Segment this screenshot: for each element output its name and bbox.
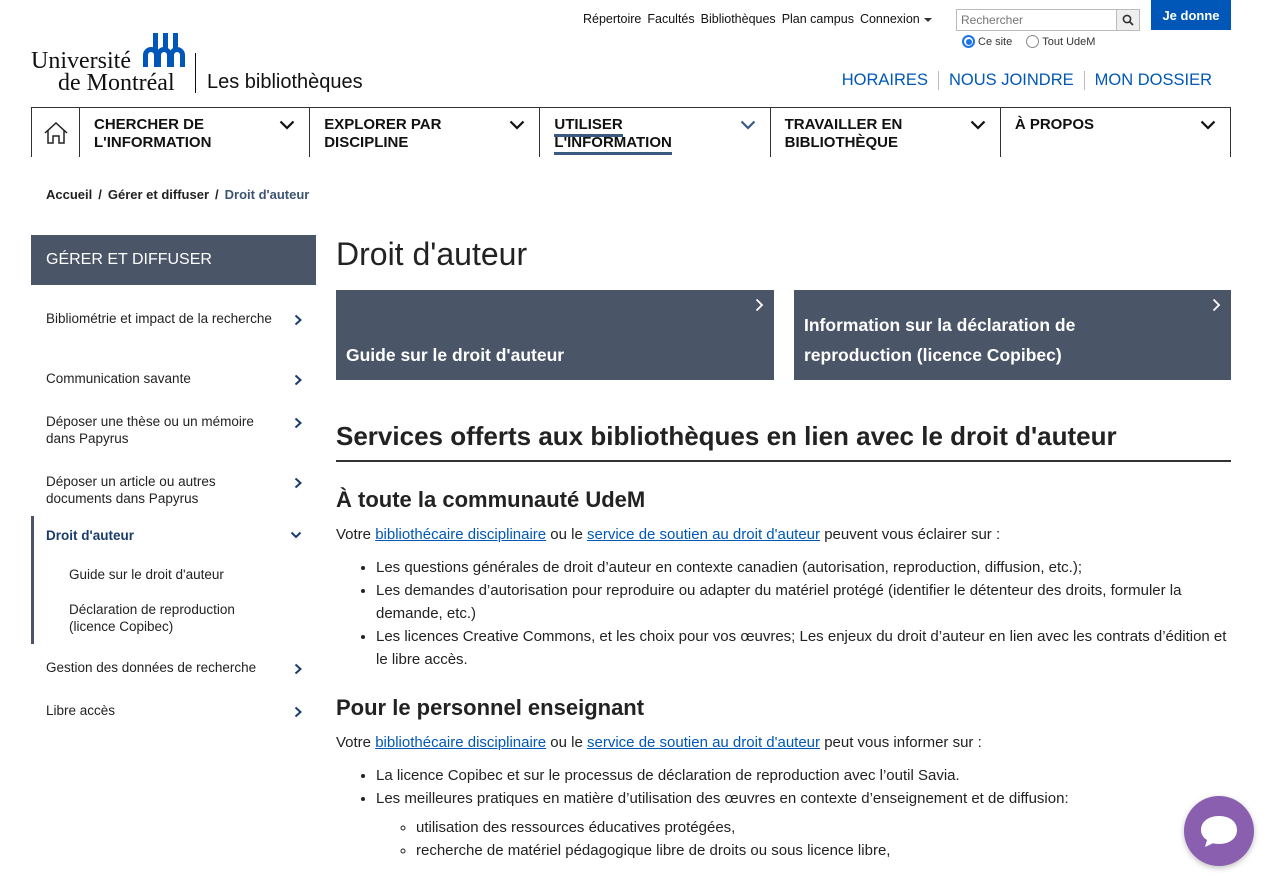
card-guide-title: Guide sur le droit d'auteur — [346, 345, 565, 365]
list-item: • Les licences Creative Commons, et les choix pour vos œuvres; Les enjeux du droit d’auteur en lien avec les contrats d’édition et le libre accès. — [376, 625, 1231, 671]
card-row — [336, 290, 1231, 380]
sidebar — [31, 285, 316, 732]
donate-button[interactable]: Je donne — [1151, 0, 1231, 30]
list-item: • La licence Copibec et sur le processus de déclaration de reproduction avec l’outil Savia. — [376, 764, 1231, 787]
breadcrumb-sep: / — [98, 187, 102, 202]
logo-univ: Université — [31, 48, 131, 74]
sidebar-title: GÉRER ET DIFFUSER — [31, 235, 316, 285]
link-bibliothecaire[interactable]: bibliothécaire disciplinaire — [375, 734, 547, 751]
chevron-right-icon — [755, 298, 764, 312]
sidebar-item-label: Bibliométrie et impact de la recherche — [46, 311, 272, 326]
link-mon-dossier[interactable]: MON DOSSIER — [1084, 71, 1222, 90]
utility-links — [583, 12, 932, 26]
quick-links — [832, 71, 1222, 90]
nav-travailler[interactable] — [771, 108, 1001, 157]
nav-chercher[interactable] — [80, 108, 310, 157]
list-item: • Les questions générales de droit d’auteur en contexte canadien (autorisation, reproduction, diffusion, etc.); — [376, 556, 1231, 579]
sidebar-item-label: Libre accès — [46, 703, 116, 718]
search-button[interactable] — [1116, 9, 1140, 31]
paragraph-enseignant: Votre bibliothécaire disciplinaire ou le service de soutien au droit d'auteur peut vous informer sur : — [336, 734, 982, 751]
section-heading: Services offerts aux bibliothèques en lien avec le droit d'auteur — [336, 420, 1231, 462]
chevron-down-icon — [970, 120, 986, 130]
home-icon — [43, 121, 69, 145]
chevron-right-icon — [294, 417, 302, 429]
search-input[interactable] — [956, 9, 1116, 31]
nav-a-propos-label: À PROPOS — [1014, 116, 1094, 133]
content-body — [336, 485, 1231, 876]
search-scope — [962, 35, 1095, 48]
nav-utiliser-label: UTILISER L'INFORMATION — [554, 116, 671, 155]
main-nav — [31, 107, 1231, 157]
sidebar-item-label: Gestion des données de recherche — [46, 660, 257, 675]
login-menu[interactable] — [860, 12, 932, 26]
breadcrumb-sep: / — [215, 187, 219, 202]
radio-tout-udem-label: Tout UdeM — [1042, 35, 1096, 48]
list-communaute — [376, 556, 1231, 671]
paragraph-communaute: Votre bibliothécaire disciplinaire ou le service de soutien au droit d'auteur peuvent vous éclairer sur : — [336, 526, 1001, 543]
list-item: • Les demandes d’autorisation pour reproduire ou adapter du matériel protégé (identifier le détenteur des droits, formuler la demande, etc.) — [376, 579, 1231, 625]
nav-utiliser[interactable] — [540, 108, 770, 157]
list-item: • Les meilleures pratiques en matière d’utilisation des œuvres en contexte d’enseignement et de diffusion: — [376, 787, 1231, 810]
chevron-right-icon — [1212, 298, 1221, 312]
sidebar-item-donnees[interactable] — [31, 644, 316, 702]
sidebar-item-bibliometrie[interactable] — [31, 285, 316, 370]
sidebar-group-droit — [31, 516, 316, 644]
link-horaires[interactable]: HORAIRES — [841, 71, 928, 89]
radio-checked-icon — [962, 35, 975, 48]
radio-tout-udem[interactable] — [1026, 35, 1095, 48]
radio-ce-site[interactable] — [962, 35, 1012, 48]
nav-explorer-label: EXPLORER PAR DISCIPLINE — [324, 116, 442, 151]
subsection-heading-communaute: À toute la communauté UdeM — [336, 487, 646, 512]
sidebar-subitem-guide[interactable]: Guide sur le droit d'auteur — [69, 567, 224, 582]
search-icon — [1122, 14, 1134, 26]
breadcrumb — [46, 187, 309, 202]
link-bibliotheques[interactable]: Bibliothèques — [700, 12, 776, 26]
breadcrumb-parent[interactable]: Gérer et diffuser — [107, 187, 210, 202]
nav-a-propos[interactable] — [1001, 108, 1231, 157]
sidebar-item-label: Communication savante — [46, 371, 191, 386]
subsection-heading-enseignant: Pour le personnel enseignant — [336, 695, 645, 720]
chat-bubble-icon — [1198, 813, 1240, 849]
sidebar-item-communication[interactable] — [31, 370, 316, 413]
link-nous-joindre[interactable]: NOUS JOINDRE — [938, 71, 1084, 90]
chevron-right-icon — [294, 374, 302, 386]
radio-unchecked-icon — [1026, 35, 1039, 48]
login-label: Connexion — [859, 12, 920, 26]
link-service-soutien[interactable]: service de soutien au droit d'auteur — [587, 734, 821, 751]
link-repertoire[interactable]: Répertoire — [583, 12, 642, 26]
card-copibec[interactable] — [794, 290, 1231, 380]
logo-section: Les bibliothèques — [207, 71, 363, 93]
nav-travailler-label: TRAVAILLER EN BIBLIOTHÈQUE — [784, 116, 903, 151]
chevron-down-icon — [290, 531, 302, 539]
link-facultes[interactable]: Facultés — [647, 12, 695, 26]
list-enseignant — [376, 764, 1231, 810]
sidebar-item-label: Déposer un article ou autres documents dans Papyrus — [46, 474, 216, 506]
chevron-right-icon — [294, 477, 302, 489]
logo-montreal: de Montréal — [58, 70, 175, 96]
sidebar-item-label: Droit d'auteur — [46, 528, 134, 543]
sidebar-subitem-copibec[interactable]: Déclaration de reproduction (licence Copibec) — [69, 602, 235, 634]
list-item: ◦ recherche de matériel pédagogique libre de droits ou sous licence libre, — [416, 839, 1231, 862]
chat-button[interactable] — [1184, 796, 1254, 866]
chevron-down-icon — [740, 120, 756, 130]
main-content — [336, 235, 1231, 859]
chevron-down-icon — [1200, 120, 1216, 130]
card-guide[interactable] — [336, 290, 774, 380]
site-logo[interactable] — [31, 33, 401, 95]
sidebar-item-label: Déposer une thèse ou un mémoire dans Papyrus — [46, 414, 254, 446]
home-button[interactable] — [31, 108, 80, 157]
page-title: Droit d'auteur — [336, 236, 528, 272]
udem-logo-mark-icon — [143, 33, 185, 67]
link-plan-campus[interactable]: Plan campus — [781, 12, 854, 26]
sidebar-item-libre-acces[interactable] — [31, 702, 316, 732]
sidebar-item-article[interactable] — [31, 473, 316, 516]
card-copibec-title: Information sur la déclaration de reproduction (licence Copibec) — [804, 315, 1076, 365]
chevron-right-icon — [294, 314, 302, 326]
list-item: ◦ utilisation des ressources éducatives protégées, — [416, 816, 1231, 839]
sidebar-item-droit-auteur[interactable] — [31, 527, 316, 566]
chevron-down-icon — [509, 120, 525, 130]
sublist-enseignant — [416, 816, 1231, 862]
logo-divider — [195, 53, 196, 93]
nav-chercher-label: CHERCHER DE L'INFORMATION — [94, 116, 212, 151]
chevron-down-icon — [279, 120, 295, 130]
link-bibliothecaire[interactable]: bibliothécaire disciplinaire — [375, 526, 547, 543]
chevron-right-icon — [294, 663, 302, 675]
chevron-right-icon — [294, 706, 302, 718]
caret-down-icon — [924, 18, 932, 22]
sidebar-item-these[interactable] — [31, 413, 316, 473]
breadcrumb-current: Droit d'auteur — [224, 187, 310, 202]
nav-explorer[interactable] — [310, 108, 540, 157]
link-service-soutien[interactable]: service de soutien au droit d'auteur — [587, 526, 821, 543]
radio-ce-site-label: Ce site — [978, 35, 1013, 48]
breadcrumb-home[interactable]: Accueil — [46, 187, 93, 202]
